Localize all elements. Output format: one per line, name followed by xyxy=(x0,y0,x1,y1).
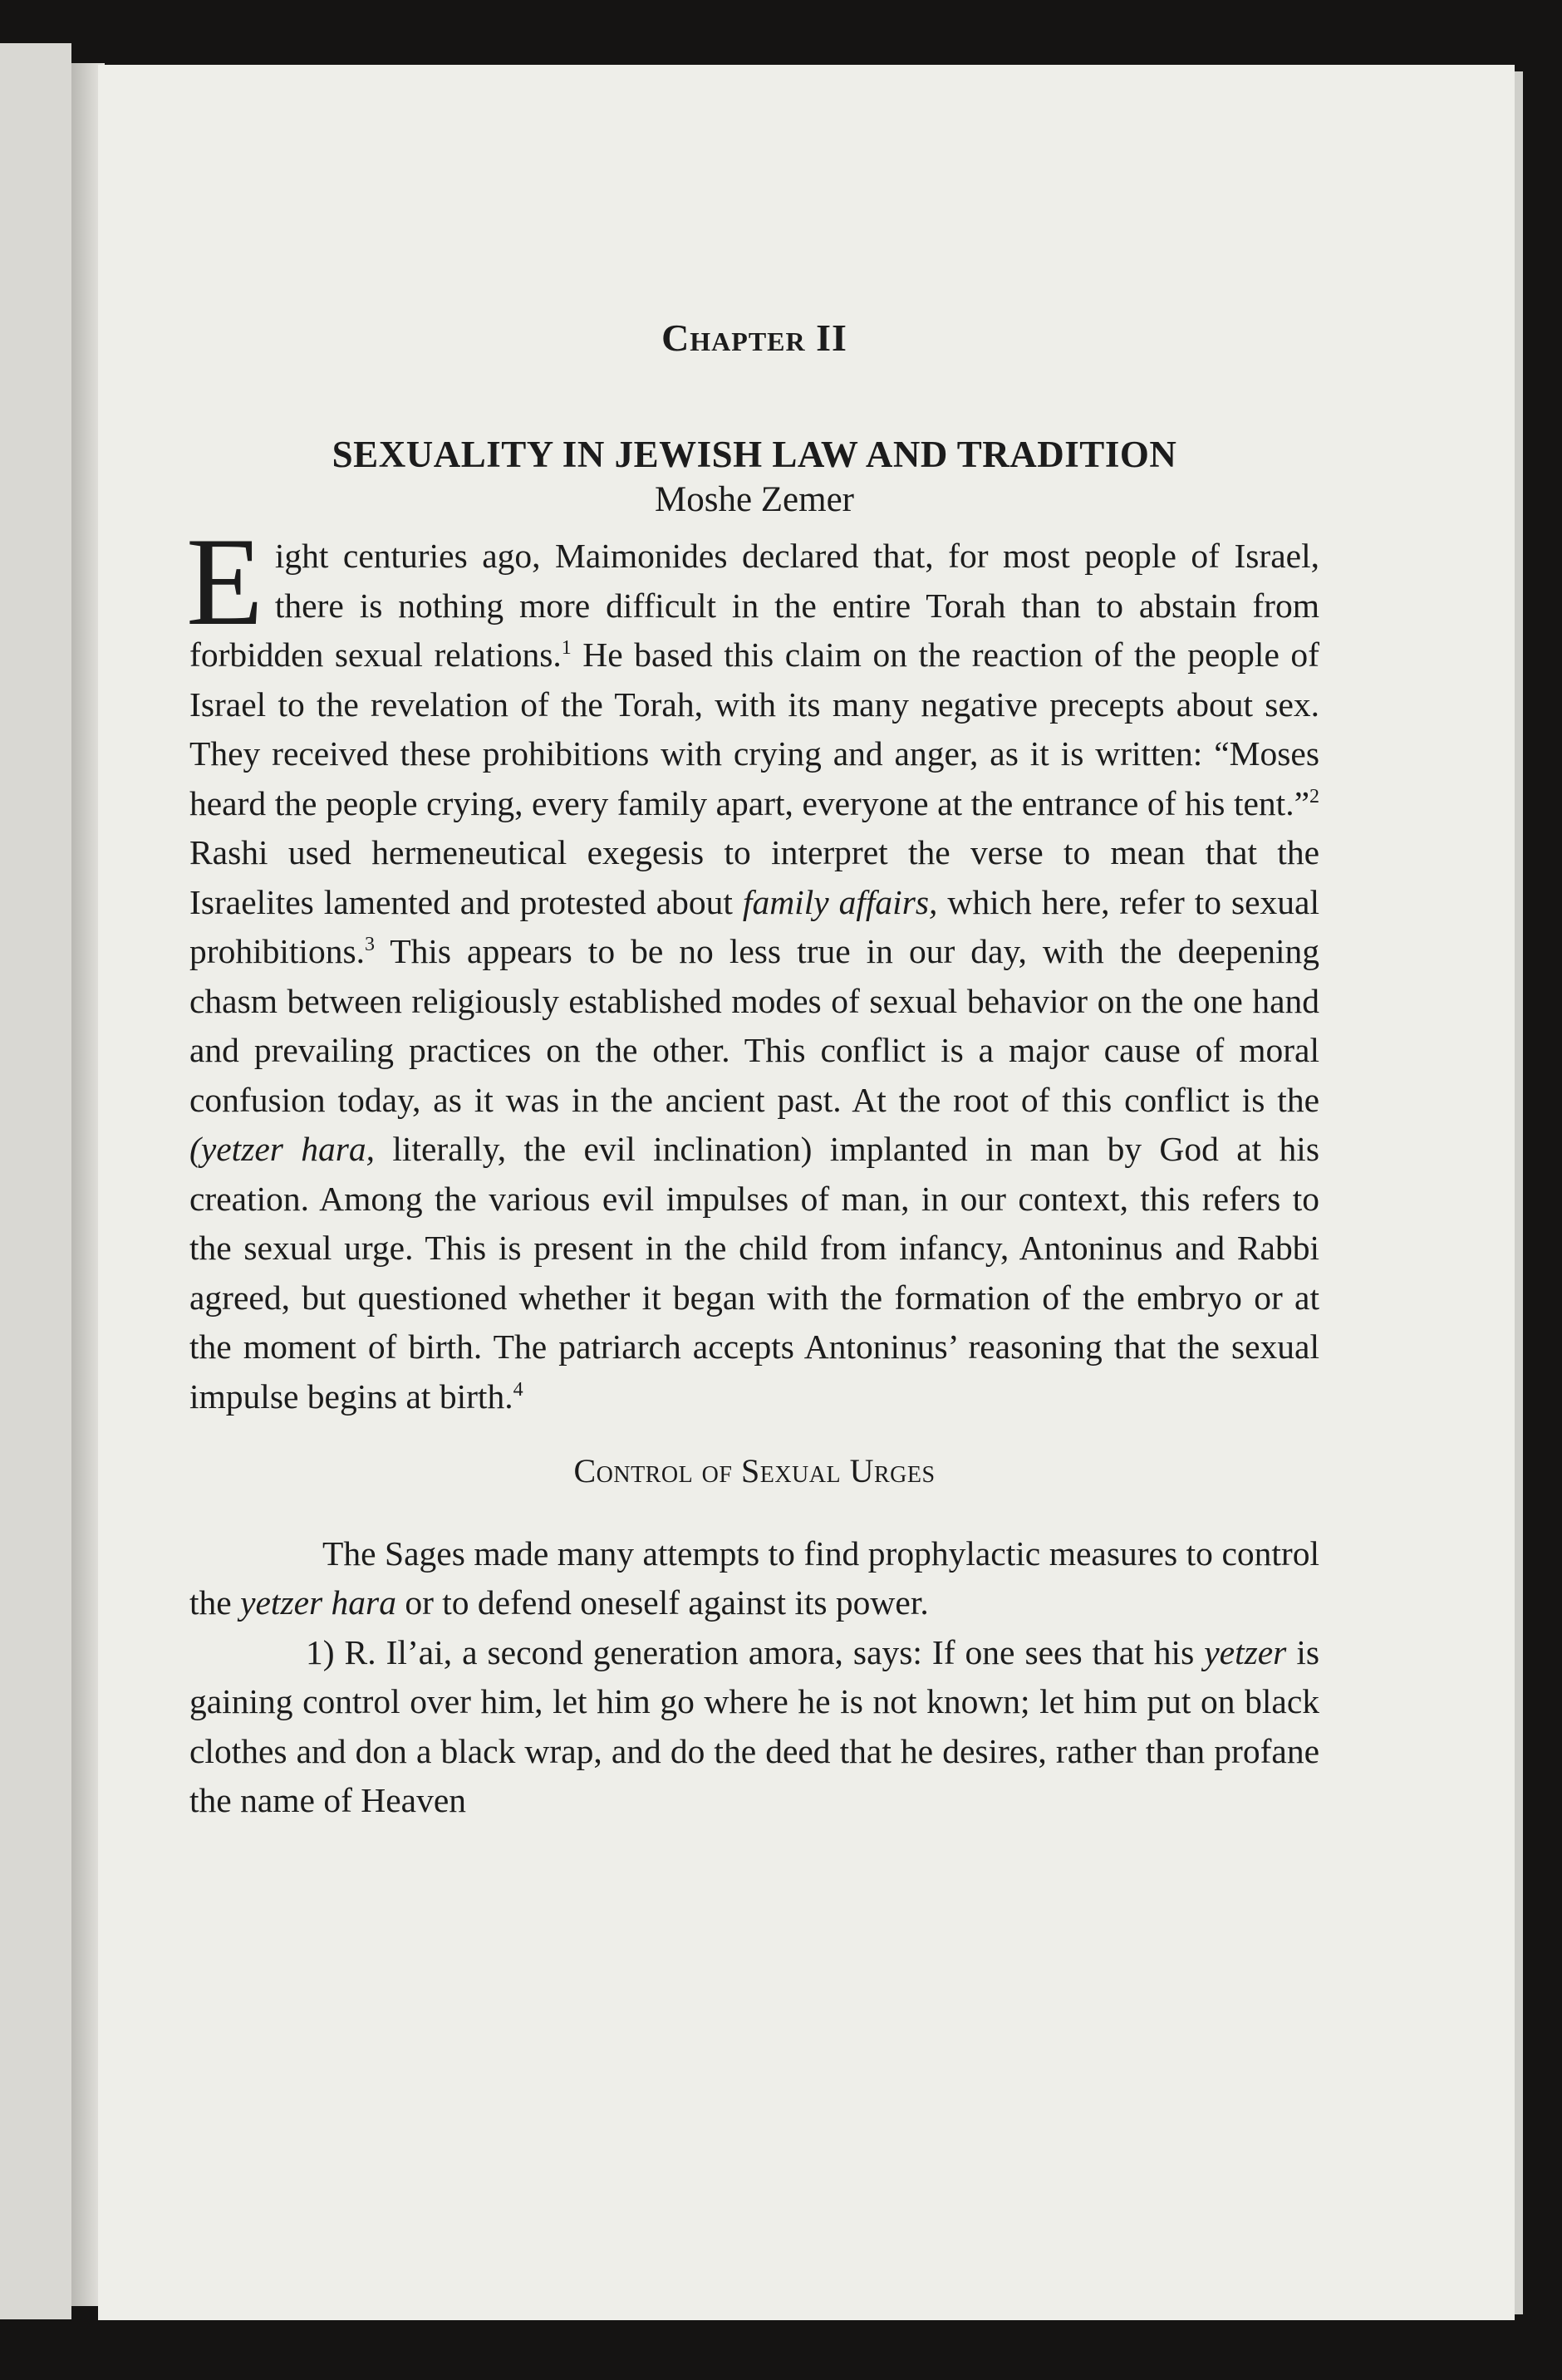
chapter-title: SEXUALITY IN JEWISH LAW AND TRADITION xyxy=(332,434,1177,475)
body-text xyxy=(186,512,1319,1826)
paragraph: The Sages made many attempts to find prophylactic measures to control the yetzer hara or to defend oneself against its power. xyxy=(189,1534,1319,1622)
opening-paragraph: Eight centuries ago, Maimonides declared that, for most people of Israel, there is nothing more difficult in the entire Torah than to abstain from forbidden sexual relations.$^1$ He based this claim on the reaction of the people of Israel to the revelation of the Torah, with its many negative precepts about sex. They received these prohibitions with crying and anger, as it is written: “Moses heard the people crying, every family apart, everyone at the entrance of his tent.”$^2$ Rashi used hermeneutical exegesis to interpret the verse to mean that the Israelites lamented and protested about family affairs, which here, refer to sexual prohibitions.$^3$ This appears to be no less true in our day, with the deepening chasm between religiously established modes of sexual behavior on the one hand and prevailing practices on the other. This conflict is a major cause of moral confusion today, as it was in the ancient past. At the root of this conflict is the (yetzer hara, literally, the evil inclination) implanted in man by God at his creation. Among the various evil impulses of man, in our context, this refers to the sexual urge. This is present in the child from infancy, Antoninus and Rabbi agreed, but questioned whether it began with the formation of the embryo or at the moment of birth. The patriarch accepts Antoninus’ reasoning that the sexual impulse begins at birth.$^4$ xyxy=(186,512,1319,1416)
adjacent-page-edge xyxy=(0,43,71,2319)
author-name: Moshe Zemer xyxy=(654,480,854,519)
italic-term: (yetzer hara, xyxy=(189,1130,376,1168)
italic-term: family affairs, xyxy=(742,882,938,921)
footnote-ref: 3 xyxy=(364,934,375,956)
chapter-label: Chapter II xyxy=(661,317,847,359)
footnote-ref: 4 xyxy=(513,1378,523,1401)
section-heading: Control of Sexual Urges xyxy=(573,1452,936,1489)
paragraph: 1) R. Il’ai, a second generation amora, says: If one sees that his yetzer is gaining control over him, let him go where he is not known; let him put on black clothes and don a black wrap, and do the deed that he desires, rather than profane the name of Heaven xyxy=(189,1632,1319,1819)
italic-term: yetzer hara xyxy=(240,1583,396,1622)
italic-term: yetzer xyxy=(1204,1632,1287,1671)
footnote-ref: 2 xyxy=(1309,785,1319,807)
page-content xyxy=(186,299,1319,1826)
drop-cap: E xyxy=(186,512,263,651)
page-edge xyxy=(1515,71,1523,2314)
footnote-ref: 1 xyxy=(561,637,572,660)
